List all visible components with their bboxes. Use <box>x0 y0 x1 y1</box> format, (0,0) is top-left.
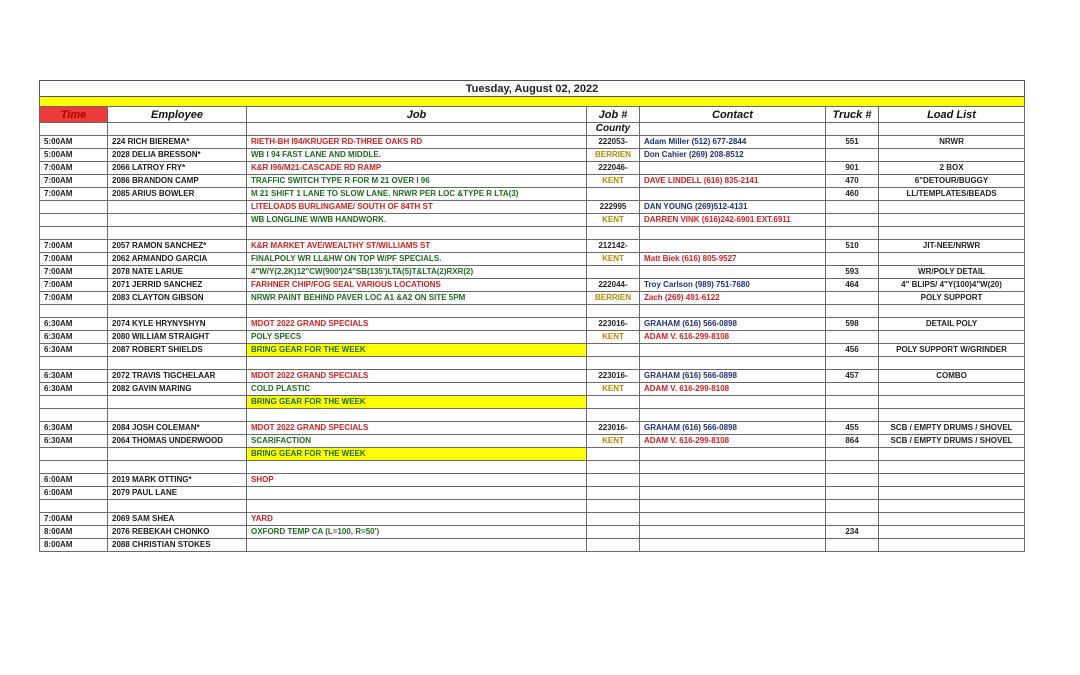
employee-cell: 2071 JERRID SANCHEZ <box>108 279 247 292</box>
time-cell: 7:00AM <box>40 188 108 201</box>
truck-cell: 864 <box>826 435 879 448</box>
load-list-cell: SCB / EMPTY DRUMS / SHOVEL <box>879 435 1025 448</box>
truck-cell: 464 <box>826 279 879 292</box>
time-cell: 7:00AM <box>40 175 108 188</box>
table-row <box>40 227 1025 240</box>
time-cell: 6:00AM <box>40 487 108 500</box>
load-list-cell <box>879 331 1025 344</box>
time-cell: 6:30AM <box>40 383 108 396</box>
table-row <box>40 461 1025 474</box>
load-list-cell <box>879 474 1025 487</box>
contact-cell <box>640 539 826 552</box>
job-number-cell <box>587 461 640 474</box>
employee-cell <box>108 214 247 227</box>
sheet-title: Tuesday, August 02, 2022 <box>40 81 1025 97</box>
time-cell: 8:00AM <box>40 526 108 539</box>
time-cell: 5:00AM <box>40 136 108 149</box>
time-cell <box>40 396 108 409</box>
contact-cell <box>640 526 826 539</box>
time-cell: 8:00AM <box>40 539 108 552</box>
time-cell: 7:00AM <box>40 513 108 526</box>
table-row <box>40 136 1025 149</box>
truck-cell <box>826 448 879 461</box>
load-list-cell <box>879 201 1025 214</box>
truck-cell: 598 <box>826 318 879 331</box>
table-row <box>40 240 1025 253</box>
truck-cell <box>826 409 879 422</box>
table-row <box>40 474 1025 487</box>
subheader-empty <box>40 123 108 136</box>
job-cell: MDOT 2022 GRAND SPECIALS <box>247 318 587 331</box>
job-number-cell <box>587 305 640 318</box>
contact-cell: GRAHAM (616) 566-0898 <box>640 422 826 435</box>
contact-cell: GRAHAM (616) 566-0898 <box>640 370 826 383</box>
contact-cell <box>640 305 826 318</box>
subheader-empty <box>826 123 879 136</box>
employee-cell: 2069 SAM SHEA <box>108 513 247 526</box>
job-number-cell: 212142- <box>587 240 640 253</box>
load-list-cell: JIT-NEE/NRWR <box>879 240 1025 253</box>
header-county: County <box>587 123 640 136</box>
job-cell: POLY SPECS <box>247 331 587 344</box>
table-row <box>40 500 1025 513</box>
load-list-cell <box>879 448 1025 461</box>
employee-cell: 2028 DELIA BRESSON* <box>108 149 247 162</box>
contact-cell <box>640 162 826 175</box>
job-cell <box>247 357 587 370</box>
employee-cell: 2072 TRAVIS TIGCHELAAR <box>108 370 247 383</box>
job-number-cell <box>587 188 640 201</box>
header-load-list: Load List <box>879 107 1025 123</box>
truck-cell <box>826 214 879 227</box>
contact-cell <box>640 500 826 513</box>
contact-cell: GRAHAM (616) 566-0898 <box>640 318 826 331</box>
job-cell <box>247 227 587 240</box>
truck-cell: 457 <box>826 370 879 383</box>
time-cell <box>40 448 108 461</box>
contact-cell <box>640 188 826 201</box>
table-row <box>40 266 1025 279</box>
employee-cell: 2074 KYLE HRYNYSHYN <box>108 318 247 331</box>
contact-cell: Troy Carlson (989) 751-7680 <box>640 279 826 292</box>
time-cell <box>40 214 108 227</box>
contact-cell: Adam Miller (512) 677-2844 <box>640 136 826 149</box>
employee-cell: 2066 LATROY FRY* <box>108 162 247 175</box>
contact-cell: ADAM V. 616-299-8108 <box>640 331 826 344</box>
header-job-number: Job # <box>587 107 640 123</box>
job-cell: FINALPOLY WR LL&HW ON TOP W/PF SPECIALS. <box>247 253 587 266</box>
time-cell: 7:00AM <box>40 292 108 305</box>
job-cell <box>247 487 587 500</box>
truck-cell: 460 <box>826 188 879 201</box>
contact-cell: Matt Biek (616) 805-9527 <box>640 253 826 266</box>
contact-cell: ADAM V. 616-299-8108 <box>640 435 826 448</box>
job-number-cell: KENT <box>587 175 640 188</box>
contact-cell: DAVE LINDELL (616) 835-2141 <box>640 175 826 188</box>
time-cell: 6:00AM <box>40 474 108 487</box>
truck-cell: 901 <box>826 162 879 175</box>
job-number-cell <box>587 474 640 487</box>
contact-cell <box>640 240 826 253</box>
employee-cell <box>108 448 247 461</box>
job-cell: RIETH-BH I94/KRUGER RD-THREE OAKS RD <box>247 136 587 149</box>
job-number-cell: 223016- <box>587 370 640 383</box>
table-row <box>40 279 1025 292</box>
load-list-cell: POLY SUPPORT W/GRINDER <box>879 344 1025 357</box>
job-cell: SCARIFACTION <box>247 435 587 448</box>
load-list-cell <box>879 409 1025 422</box>
job-number-cell <box>587 487 640 500</box>
job-number-cell: 222046- <box>587 162 640 175</box>
truck-cell: 551 <box>826 136 879 149</box>
job-cell: BRING GEAR FOR THE WEEK <box>247 448 587 461</box>
job-number-cell <box>587 396 640 409</box>
time-cell: 6:30AM <box>40 370 108 383</box>
time-cell: 7:00AM <box>40 253 108 266</box>
employee-cell: 2078 NATE LARUE <box>108 266 247 279</box>
load-list-cell <box>879 149 1025 162</box>
load-list-cell: POLY SUPPORT <box>879 292 1025 305</box>
truck-cell <box>826 253 879 266</box>
job-cell: MDOT 2022 GRAND SPECIALS <box>247 370 587 383</box>
table-row <box>40 422 1025 435</box>
contact-cell <box>640 227 826 240</box>
truck-cell <box>826 383 879 396</box>
load-list-cell <box>879 214 1025 227</box>
truck-cell <box>826 487 879 500</box>
employee-cell: 2080 WILLIAM STRAIGHT <box>108 331 247 344</box>
table-row <box>40 526 1025 539</box>
employee-cell: 224 RICH BIEREMA* <box>108 136 247 149</box>
header-employee: Employee <box>108 107 247 123</box>
job-cell: SHOP <box>247 474 587 487</box>
contact-cell <box>640 448 826 461</box>
load-list-cell <box>879 500 1025 513</box>
employee-cell <box>108 461 247 474</box>
contact-cell <box>640 474 826 487</box>
time-cell <box>40 461 108 474</box>
job-number-cell <box>587 357 640 370</box>
time-cell <box>40 409 108 422</box>
employee-cell: 2083 CLAYTON GIBSON <box>108 292 247 305</box>
truck-cell <box>826 331 879 344</box>
job-number-cell: 222044- <box>587 279 640 292</box>
truck-cell <box>826 500 879 513</box>
table-row <box>40 253 1025 266</box>
load-list-cell <box>879 383 1025 396</box>
table-row <box>40 409 1025 422</box>
job-number-cell <box>587 266 640 279</box>
job-cell <box>247 500 587 513</box>
employee-cell: 2079 PAUL LANE <box>108 487 247 500</box>
job-number-cell <box>587 500 640 513</box>
job-number-cell <box>587 526 640 539</box>
time-cell: 7:00AM <box>40 162 108 175</box>
job-cell: YARD <box>247 513 587 526</box>
job-cell: K&R I96/M21-CASCADE RD RAMP <box>247 162 587 175</box>
truck-cell <box>826 539 879 552</box>
job-cell: LITELOADS BURLINGAME/ SOUTH OF 84TH ST <box>247 201 587 214</box>
employee-cell: 2082 GAVIN MARING <box>108 383 247 396</box>
job-cell: 4"W/Y(2.2K)12"CW(900')24"SB(135')LTA(5)T&LTA(2)RXR(2) <box>247 266 587 279</box>
time-cell <box>40 357 108 370</box>
load-list-cell <box>879 227 1025 240</box>
job-number-cell <box>587 448 640 461</box>
job-number-cell <box>587 409 640 422</box>
table-row <box>40 383 1025 396</box>
load-list-cell <box>879 305 1025 318</box>
highlight-band <box>40 97 1025 107</box>
time-cell: 6:30AM <box>40 344 108 357</box>
time-cell <box>40 500 108 513</box>
table-row <box>40 357 1025 370</box>
subheader-empty <box>879 123 1025 136</box>
truck-cell: 470 <box>826 175 879 188</box>
job-cell: WB LONGLINE W/WB HANDWORK. <box>247 214 587 227</box>
contact-cell: Don Cahier (269) 208-8512 <box>640 149 826 162</box>
job-number-cell: KENT <box>587 383 640 396</box>
employee-cell: 2057 RAMON SANCHEZ* <box>108 240 247 253</box>
truck-cell: 234 <box>826 526 879 539</box>
job-cell: M 21 SHIFT 1 LANE TO SLOW LANE. NRWR PER LOC &TYPE R LTA(3) <box>247 188 587 201</box>
job-cell: NRWR PAINT BEHIND PAVER LOC A1 &A2 ON SITE 5PM <box>247 292 587 305</box>
time-cell: 5:00AM <box>40 149 108 162</box>
job-cell: OXFORD TEMP CA (L=100, R=50') <box>247 526 587 539</box>
truck-cell: 456 <box>826 344 879 357</box>
job-cell: BRING GEAR FOR THE WEEK <box>247 396 587 409</box>
table-row <box>40 370 1025 383</box>
job-number-cell: 223016- <box>587 422 640 435</box>
job-cell: BRING GEAR FOR THE WEEK <box>247 344 587 357</box>
employee-cell <box>108 201 247 214</box>
load-list-cell <box>879 526 1025 539</box>
subheader-row <box>40 123 1025 136</box>
contact-cell <box>640 357 826 370</box>
truck-cell <box>826 513 879 526</box>
load-list-cell <box>879 487 1025 500</box>
table-row <box>40 292 1025 305</box>
job-number-cell: 222995 <box>587 201 640 214</box>
job-number-cell: KENT <box>587 331 640 344</box>
employee-cell: 2084 JOSH COLEMAN* <box>108 422 247 435</box>
load-list-cell: COMBO <box>879 370 1025 383</box>
job-cell: TRAFFIC SWITCH TYPE R FOR M 21 OVER I 96 <box>247 175 587 188</box>
truck-cell <box>826 396 879 409</box>
employee-cell <box>108 500 247 513</box>
job-cell <box>247 461 587 474</box>
contact-cell <box>640 409 826 422</box>
contact-cell: DAN YOUNG (269)512-4131 <box>640 201 826 214</box>
table-row <box>40 539 1025 552</box>
job-number-cell: 223016- <box>587 318 640 331</box>
table-row <box>40 149 1025 162</box>
job-cell: WB I 94 FAST LANE AND MIDDLE. <box>247 149 587 162</box>
job-cell <box>247 409 587 422</box>
schedule-table <box>39 80 1025 552</box>
table-row <box>40 331 1025 344</box>
contact-cell <box>640 461 826 474</box>
load-list-cell <box>879 253 1025 266</box>
table-row <box>40 448 1025 461</box>
job-number-cell: BERRIEN <box>587 292 640 305</box>
time-cell: 7:00AM <box>40 240 108 253</box>
job-number-cell: BERRIEN <box>587 149 640 162</box>
job-cell: COLD PLASTIC <box>247 383 587 396</box>
job-cell: MDOT 2022 GRAND SPECIALS <box>247 422 587 435</box>
contact-cell: ADAM V. 616-299-8108 <box>640 383 826 396</box>
time-cell: 7:00AM <box>40 266 108 279</box>
employee-cell: 2062 ARMANDO GARCIA <box>108 253 247 266</box>
contact-cell <box>640 344 826 357</box>
table-row <box>40 396 1025 409</box>
job-number-cell <box>587 539 640 552</box>
job-number-cell <box>587 344 640 357</box>
table-row <box>40 318 1025 331</box>
truck-cell: 455 <box>826 422 879 435</box>
contact-cell <box>640 513 826 526</box>
job-cell <box>247 539 587 552</box>
employee-cell <box>108 409 247 422</box>
contact-cell: Zach (269) 491-6122 <box>640 292 826 305</box>
truck-cell <box>826 149 879 162</box>
load-list-cell: 4" BLIPS/ 4"Y(100)4"W(20) <box>879 279 1025 292</box>
table-row <box>40 305 1025 318</box>
truck-cell <box>826 357 879 370</box>
truck-cell <box>826 474 879 487</box>
job-number-cell: KENT <box>587 435 640 448</box>
job-number-cell: KENT <box>587 253 640 266</box>
employee-cell: 2087 ROBERT SHIELDS <box>108 344 247 357</box>
contact-cell <box>640 266 826 279</box>
subheader-empty <box>640 123 826 136</box>
job-number-cell: KENT <box>587 214 640 227</box>
time-cell <box>40 305 108 318</box>
time-cell <box>40 227 108 240</box>
table-row <box>40 201 1025 214</box>
table-row <box>40 513 1025 526</box>
table-row <box>40 487 1025 500</box>
load-list-cell: NRWR <box>879 136 1025 149</box>
employee-cell <box>108 227 247 240</box>
time-cell: 6:30AM <box>40 435 108 448</box>
employee-cell: 2076 REBEKAH CHONKO <box>108 526 247 539</box>
truck-cell <box>826 227 879 240</box>
table-row <box>40 435 1025 448</box>
time-cell: 7:00AM <box>40 279 108 292</box>
time-cell: 6:30AM <box>40 331 108 344</box>
load-list-cell: WR/POLY DETAIL <box>879 266 1025 279</box>
load-list-cell: LL/TEMPLATES/BEADS <box>879 188 1025 201</box>
time-cell: 6:30AM <box>40 422 108 435</box>
subheader-empty <box>108 123 247 136</box>
load-list-cell <box>879 357 1025 370</box>
truck-cell <box>826 292 879 305</box>
contact-cell: DARREN VINK (616)242-6901 EXT.6911 <box>640 214 826 227</box>
header-time: Time <box>40 107 108 123</box>
load-list-cell <box>879 396 1025 409</box>
employee-cell: 2085 ARIUS BOWLER <box>108 188 247 201</box>
time-cell <box>40 201 108 214</box>
load-list-cell <box>879 539 1025 552</box>
header-row <box>40 107 1025 123</box>
contact-cell <box>640 487 826 500</box>
contact-cell <box>640 396 826 409</box>
table-row <box>40 214 1025 227</box>
job-number-cell <box>587 513 640 526</box>
employee-cell <box>108 305 247 318</box>
load-list-cell <box>879 513 1025 526</box>
load-list-cell <box>879 461 1025 474</box>
load-list-cell: SCB / EMPTY DRUMS / SHOVEL <box>879 422 1025 435</box>
time-cell: 6:30AM <box>40 318 108 331</box>
load-list-cell: DETAIL POLY <box>879 318 1025 331</box>
header-contact: Contact <box>640 107 826 123</box>
load-list-cell: 2 BOX <box>879 162 1025 175</box>
header-job: Job <box>247 107 587 123</box>
subheader-empty <box>247 123 587 136</box>
job-cell <box>247 305 587 318</box>
job-cell: K&R MARKET AVE/WEALTHY ST/WILLIAMS ST <box>247 240 587 253</box>
employee-cell: 2019 MARK OTTING* <box>108 474 247 487</box>
table-row <box>40 188 1025 201</box>
employee-cell <box>108 357 247 370</box>
job-cell: FARHNER CHIP/FOG SEAL VARIOUS LOCATIONS <box>247 279 587 292</box>
load-list-cell: 6"DETOUR/BUGGY <box>879 175 1025 188</box>
truck-cell <box>826 461 879 474</box>
yellow-band <box>40 97 1025 107</box>
truck-cell <box>826 305 879 318</box>
table-row <box>40 344 1025 357</box>
employee-cell: 2064 THOMAS UNDERWOOD <box>108 435 247 448</box>
table-row <box>40 162 1025 175</box>
employee-cell <box>108 396 247 409</box>
truck-cell <box>826 201 879 214</box>
job-number-cell: 222053- <box>587 136 640 149</box>
title-row <box>40 81 1025 97</box>
truck-cell: 593 <box>826 266 879 279</box>
table-row <box>40 175 1025 188</box>
employee-cell: 2086 BRANDON CAMP <box>108 175 247 188</box>
truck-cell: 510 <box>826 240 879 253</box>
header-truck: Truck # <box>826 107 879 123</box>
employee-cell: 2088 CHRISTIAN STOKES <box>108 539 247 552</box>
job-number-cell <box>587 227 640 240</box>
